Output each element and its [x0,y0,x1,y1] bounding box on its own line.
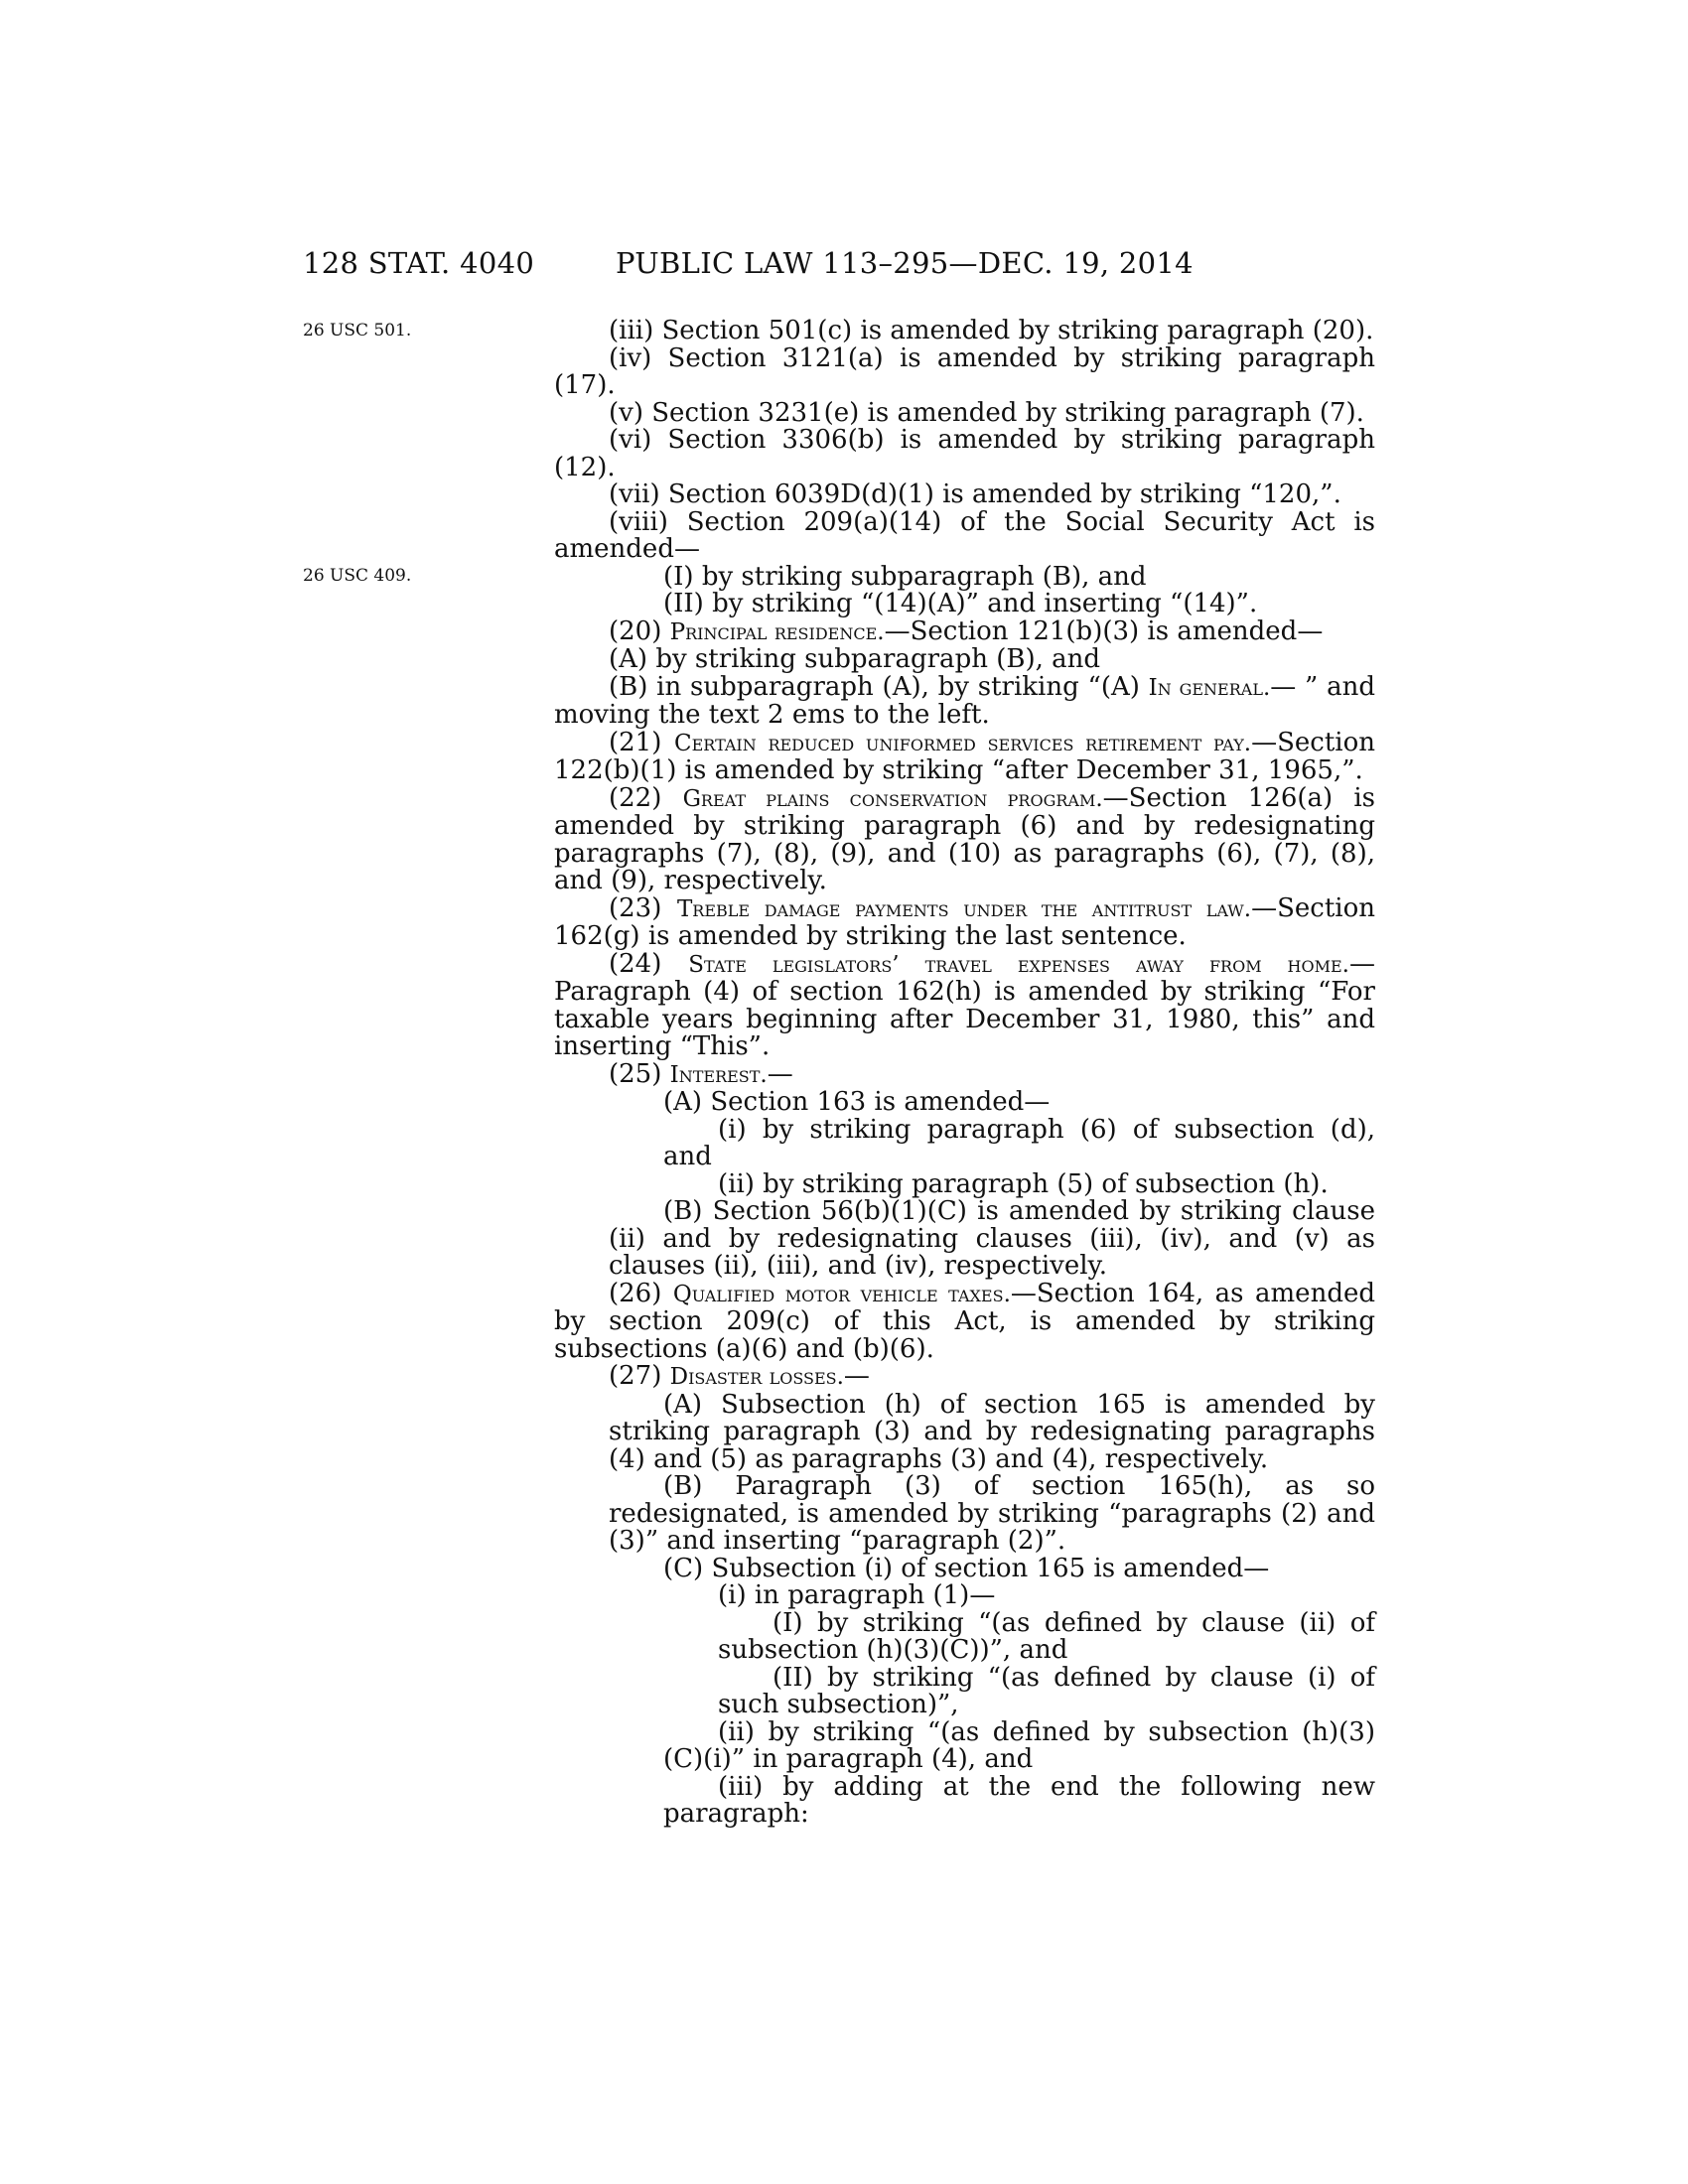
paragraph: (B) Paragraph (3) of section 165(h), as so redesignated, is amended by striking “paragraphs (2) and (3)” and inserting “paragraph (2)”. [609,1471,1375,1556]
paragraph: (iii) by adding at the end the following new paragraph: [663,1771,1375,1829]
paragraph: (i) in paragraph (1)— [718,1580,996,1610]
paragraph-number: (24) [609,948,689,979]
paragraph: (vi) Section 3306(b) is amended by striking paragraph (12). [554,425,1375,482]
paragraph-text: —Section 122(b)(1) is amended by striking “after December 31, 1965,”. [554,727,1376,785]
paragraph-22 [554,782,1376,895]
document-body [554,318,1375,1829]
paragraph-heading: Principal residence. [669,618,885,645]
paragraph: (II) by striking “(14)(A)” and inserting “(14)”. [663,589,1258,618]
paragraph-heading: In general. [1148,674,1271,701]
paragraph-heading: Qualified motor vehicle taxes. [672,1281,1011,1307]
paragraph: (ii) by striking paragraph (5) of subsection (h). [718,1168,1329,1199]
paragraph: (ii) by striking “(as defined by subsection (h)(3)(C)(i)” in paragraph (4), and [663,1716,1375,1774]
paragraph: (vii) Section 6039D(d)(1) is amended by striking “120,”. [609,479,1341,509]
paragraph-text: —Section 126(a) is amended by striking paragraph (6) and by redesignating paragraphs (7), (8), (9), and (10) as paragraphs (6), (7), (8), and (9), respectively. [554,782,1376,895]
paragraph-27 [554,1363,1375,1392]
paragraph-number: (23) [609,892,677,923]
paragraph: (i) by striking paragraph (6) of subsection (d), and [663,1114,1375,1171]
paragraph: (v) Section 3231(e) is amended by striking paragraph (7). [609,397,1364,428]
paragraph-text: —Paragraph (4) of section 162(h) is amended by striking “For taxable years beginning after December 31, 1980, this” and inserting “This”. [554,948,1375,1061]
paragraph-text: —Section 164, as amended by section 209(c) of this Act, is amended by striking subsections (a)(6) and (b)(6). [554,1278,1375,1364]
paragraph-heading: State legislators’ travel expenses away from home. [688,951,1349,978]
paragraph: (iii) Section 501(c) is amended by striking paragraph (20). [609,316,1374,345]
paragraph: (A) by striking subparagraph (B), and [609,644,1101,674]
paragraph: (iv) Section 3121(a) is amended by striking paragraph (17). [554,342,1375,400]
paragraph-number: (21) [609,727,675,757]
paragraph-text: — [767,1058,793,1089]
paragraph-text: (B) in subparagraph (A), by striking “(A) [609,671,1149,702]
page-header [303,246,1375,286]
paragraph: (I) by striking subparagraph (B), and [663,561,1147,592]
paragraph-24 [554,948,1375,1061]
paragraph-number: (20) [609,615,670,646]
stat-page-number: 128 STAT. 4040 [303,246,535,280]
paragraph-text: — ” and moving the text 2 ems to the left. [554,671,1375,730]
margin-note-409: 26 USC 409. [303,566,412,586]
law-title: PUBLIC LAW 113–295—DEC. 19, 2014 [616,246,1194,280]
margin-note-501: 26 USC 501. [303,321,412,341]
paragraph-number: (22) [609,782,683,813]
paragraph-number: (27) [609,1361,670,1391]
paragraph: (II) by striking “(as defined by clause (i) of such subsection)”, [718,1662,1375,1719]
paragraph-heading: Interest. [669,1061,768,1088]
paragraph: (A) Section 163 is amended— [663,1087,1051,1117]
paragraph-26 [554,1278,1375,1364]
paragraph-text: —Section 121(b)(3) is amended— [884,615,1324,646]
paragraph: (viii) Section 209(a)(14) of the Social Security Act is amended— [554,506,1375,564]
paragraph: (I) by striking “(as defined by clause (ii) of subsection (h)(3)(C))”, and [718,1607,1375,1665]
paragraph-heading: Treble damage payments under the antitrust law. [676,895,1252,922]
paragraph-text: —Section 162(g) is amended by striking the last sentence. [554,892,1375,951]
paragraph-20 [554,615,1375,647]
paragraph-21 [554,727,1376,785]
paragraph [554,671,1375,730]
paragraph-heading: Disaster losses. [669,1364,844,1390]
paragraph: (A) Subsection (h) of section 165 is amended by striking paragraph (3) and by redesignating paragraphs (4) and (5) as paragraphs (3) and (4), respectively. [609,1389,1375,1474]
paragraph-text: — [843,1361,870,1391]
paragraph: (B) Section 56(b)(1)(C) is amended by striking clause (ii) and by redesignating clauses (iii), (iv), and (v) as clauses (ii), (iii), and (iv), respectively. [609,1196,1375,1281]
paragraph: (C) Subsection (i) of section 165 is amended— [663,1553,1270,1583]
paragraph-heading: Great plains conservation program. [682,785,1103,812]
paragraph-number: (26) [609,1278,673,1308]
paragraph-25 [554,1058,1375,1090]
paragraph-23 [554,892,1375,951]
paragraph-heading: Certain reduced uniformed services retirement pay. [674,730,1252,756]
paragraph-number: (25) [609,1058,670,1089]
